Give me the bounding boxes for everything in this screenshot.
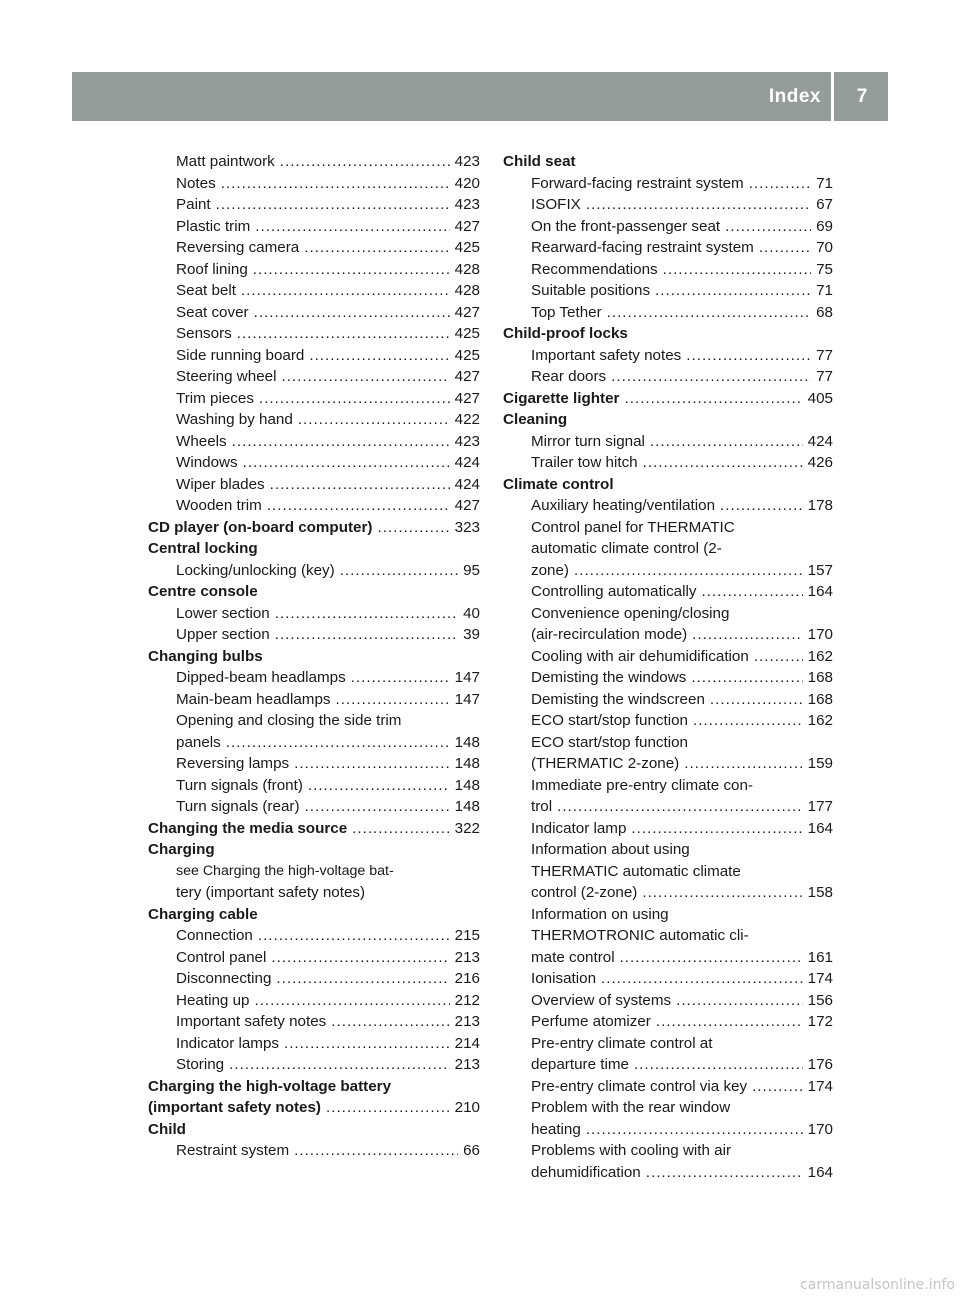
changing-bulbs-subentries: [148, 667, 480, 710]
index-subentry: Heating up ..... 212: [148, 990, 480, 1012]
index-subentry-pre-entry-key: Pre-entry climate control via key ..... 174: [503, 1076, 833, 1098]
index-subentry-control-panel: zone) ..... 157: [503, 560, 833, 582]
paintwork-subentries: [148, 151, 480, 517]
index-subentry: Turn signals (front) ..... 148: [148, 775, 480, 797]
climate-subentries-b: [503, 968, 833, 1033]
section-title: Index: [768, 86, 821, 107]
watermark: carmanualsonline.info: [800, 1277, 955, 1293]
index-heading-central-locking: Central locking: [148, 540, 258, 557]
index-subentry: Wiper blades ..... 424: [148, 474, 480, 496]
index-subentry: Seat cover ..... 427: [148, 302, 480, 324]
index-subentry: Cooling with air dehumidification ..... 162: [503, 646, 833, 668]
index-subentry: Sensors ..... 425: [148, 323, 480, 345]
index-subentry: Matt paintwork ..... 423: [148, 151, 480, 173]
child-subentries: [148, 1140, 480, 1162]
index-subentry-convenience: (air-recirculation mode) ..... 170: [503, 624, 833, 646]
index-subentry-info-thermatic-line2: THERMATIC automatic climate: [531, 862, 741, 880]
index-subentry: Overview of systems ..... 156: [503, 990, 833, 1012]
index-subentry-indicator-lamp: Indicator lamp ..... 164: [503, 818, 833, 840]
index-subentry: Roof lining ..... 428: [148, 259, 480, 281]
index-subentry: Turn signals (rear) ..... 148: [148, 796, 480, 818]
index-heading-child-seat: Child seat: [503, 153, 576, 170]
index-subentry-control-panel-line2: automatic climate control (2-: [531, 540, 722, 557]
index-subentry: Paint ..... 423: [148, 194, 480, 216]
index-subentry-departure-line1: Pre-entry climate control at: [531, 1034, 713, 1052]
index-subentry: Washing by hand ..... 422: [148, 409, 480, 431]
index-subentry-auxiliary: Auxiliary heating/ventilation ..... 178: [503, 495, 833, 517]
index-heading-centre-console: Centre console: [148, 583, 258, 600]
index-subentry: Ionisation ..... 174: [503, 968, 833, 990]
index-subentry: Demisting the windscreen ..... 168: [503, 689, 833, 711]
index-subentry: Reversing lamps ..... 148: [148, 753, 480, 775]
index-subentry: Forward-facing restraint system ..... 71: [503, 173, 833, 195]
index-subentry: Wheels ..... 423: [148, 431, 480, 453]
header-divider: [831, 72, 834, 121]
index-subentry-cooling-problems: dehumidification ..... 164: [503, 1162, 833, 1184]
index-subentry-eco-thermatic: (THERMATIC 2-zone) ..... 159: [503, 753, 833, 775]
index-subentry: Seat belt ..... 428: [148, 280, 480, 302]
index-heading-charging-cable: Charging cable: [148, 905, 258, 923]
index-subentry: Lower section ..... 40: [148, 603, 480, 625]
index-entry-cigarette-lighter: Cigarette lighter ..... 405: [503, 388, 833, 410]
index-heading-charging-hv-line1: Charging the high-voltage battery: [148, 1077, 392, 1095]
index-entry-charging-hv: (important safety notes) ..... 210: [148, 1097, 480, 1119]
cleaning-subentries: [503, 431, 833, 474]
index-subentry: Upper section ..... 39: [148, 624, 480, 646]
index-heading-charging: Charging: [148, 841, 215, 858]
index-subentry: Steering wheel ..... 427: [148, 366, 480, 388]
index-entry-changing-media: Changing the media source ..... 322: [148, 818, 480, 840]
index-subentry-rear-window: heating ..... 170: [503, 1119, 833, 1141]
index-subentry-convenience-line1: Convenience opening/closing: [531, 604, 730, 622]
child-seat-subentries: [503, 173, 833, 324]
see-also-line1: see Charging the high-voltage bat-: [176, 862, 394, 879]
index-subentry-immediate: trol ..... 177: [503, 796, 833, 818]
index-entry-cd-player: CD player (on-board computer) ..... 323: [148, 517, 480, 539]
index-subentry: Control panel ..... 213: [148, 947, 480, 969]
index-subentry: Mirror turn signal ..... 424: [503, 431, 833, 453]
index-subentry: Disconnecting ..... 216: [148, 968, 480, 990]
see-also-line2: tery (important safety notes): [176, 884, 366, 901]
index-column-right: [503, 151, 833, 1183]
changing-bulbs-subentries-2: [148, 753, 480, 818]
index-subentry: Side running board ..... 425: [148, 345, 480, 367]
index-subentry-side-trim: panels ..... 148: [148, 732, 480, 754]
index-subentry-info-thermatic-line1: Information about using: [531, 841, 690, 858]
central-locking-subentries: [148, 560, 480, 582]
index-heading-cleaning: Cleaning: [503, 411, 568, 428]
index-subentry: ISOFIX ..... 67: [503, 194, 833, 216]
index-subentry: Suitable positions ..... 71: [503, 280, 833, 302]
index-subentry: Demisting the windows ..... 168: [503, 667, 833, 689]
index-subentry: Restraint system ..... 66: [148, 1140, 480, 1162]
index-subentry-info-thermatic: control (2-zone) ..... 158: [503, 882, 833, 904]
index-subentry: Windows ..... 424: [148, 452, 480, 474]
index-subentry-control-panel-line1: Control panel for THERMATIC: [531, 518, 735, 536]
index-heading-child: Child: [148, 1120, 186, 1138]
centre-console-subentries: [148, 603, 480, 646]
index-subentry: Recommendations ..... 75: [503, 259, 833, 281]
index-column-left: [148, 151, 480, 1162]
index-subentry: Perfume atomizer ..... 172: [503, 1011, 833, 1033]
index-subentry: Important safety notes ..... 77: [503, 345, 833, 367]
page-number: 7: [856, 86, 868, 107]
index-subentry: Reversing camera ..... 425: [148, 237, 480, 259]
index-subentry-departure: departure time ..... 176: [503, 1054, 833, 1076]
index-subentry: Dipped-beam headlamps ..... 147: [148, 667, 480, 689]
charging-cable-subentries: [148, 925, 480, 1076]
index-subentry: Connection ..... 215: [148, 925, 480, 947]
index-subentry: On the front-passenger seat ..... 69: [503, 216, 833, 238]
index-subentry-info-thermotronic-line2: THERMOTRONIC automatic cli-: [531, 927, 749, 944]
index-subentry: Storing ..... 213: [148, 1054, 480, 1076]
index-heading-child-proof-locks: Child-proof locks: [503, 325, 628, 342]
climate-subentries-a: [503, 646, 833, 732]
index-subentry: Rearward-facing restraint system ..... 70: [503, 237, 833, 259]
index-subentry: Indicator lamps ..... 214: [148, 1033, 480, 1055]
index-subentry: ECO start/stop function ..... 162: [503, 710, 833, 732]
index-subentry: Main-beam headlamps ..... 147: [148, 689, 480, 711]
index-subentry-eco-thermatic-line1: ECO start/stop function: [531, 733, 689, 751]
child-proof-subentries: [503, 345, 833, 388]
index-heading-changing-bulbs: Changing bulbs: [148, 647, 263, 665]
index-subentry-side-trim-line1: Opening and closing the side trim: [176, 712, 402, 729]
index-subentry: Rear doors ..... 77: [503, 366, 833, 388]
index-subentry: Locking/unlocking (key) ..... 95: [148, 560, 480, 582]
index-subentry-info-thermotronic: mate control ..... 161: [503, 947, 833, 969]
index-subentry: Notes ..... 420: [148, 173, 480, 195]
index-heading-climate-control: Climate control: [503, 475, 614, 493]
index-subentry: Trailer tow hitch ..... 426: [503, 452, 833, 474]
index-subentry: Trim pieces ..... 427: [148, 388, 480, 410]
index-subentry-controlling: Controlling automatically ..... 164: [503, 581, 833, 603]
index-subentry-cooling-problems-line1: Problems with cooling with air: [531, 1142, 732, 1159]
index-subentry: Important safety notes ..... 213: [148, 1011, 480, 1033]
index-subentry: Plastic trim ..... 427: [148, 216, 480, 238]
index-subentry: Wooden trim ..... 427: [148, 495, 480, 517]
index-subentry-immediate-line1: Immediate pre-entry climate con-: [531, 776, 753, 794]
index-subentry-info-thermotronic-line1: Information on using: [531, 905, 669, 923]
index-subentry: Top Tether ..... 68: [503, 302, 833, 324]
index-subentry-rear-window-line1: Problem with the rear window: [531, 1099, 731, 1116]
